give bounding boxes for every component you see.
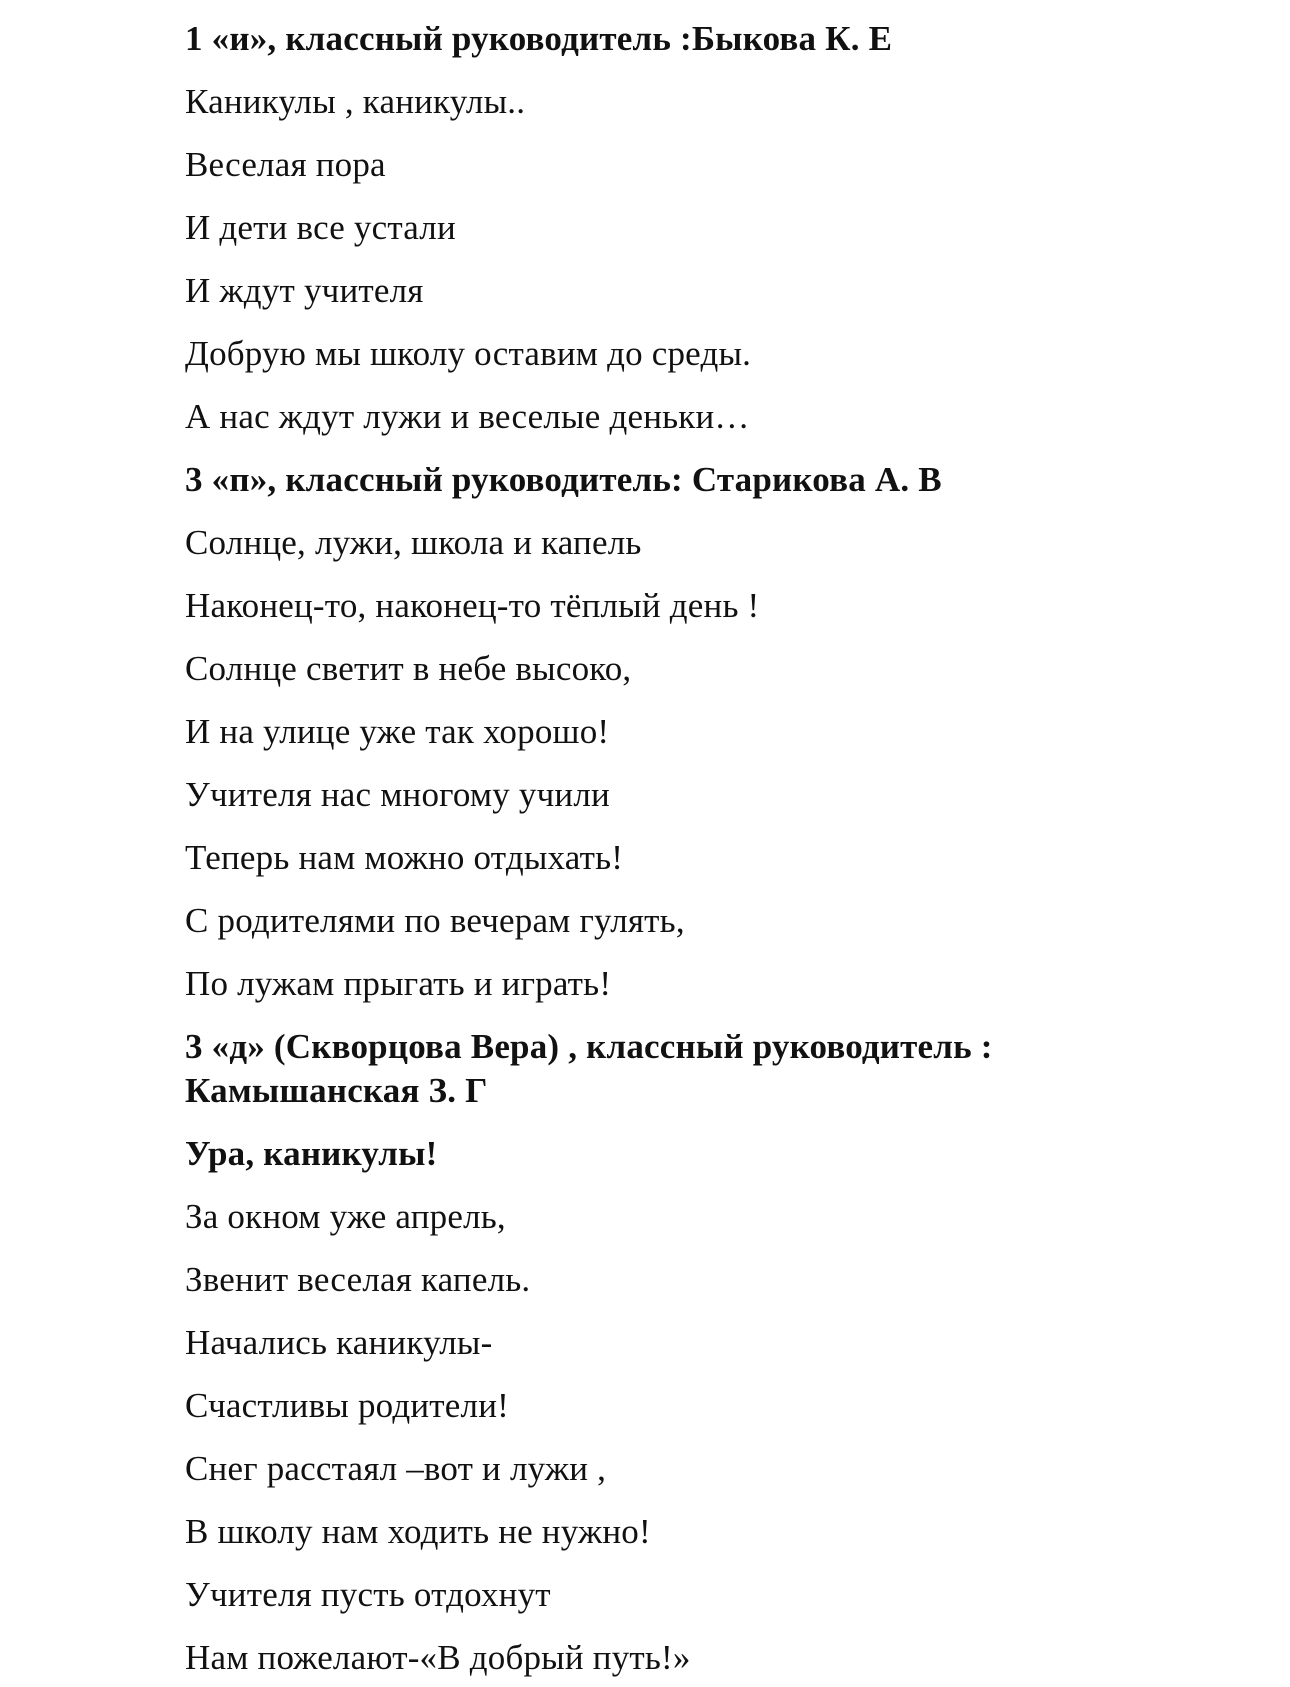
poem-line: Наконец-то, наконец-то тёплый день !	[185, 586, 760, 625]
poem-line: И на улице уже так хорошо!	[185, 712, 610, 751]
section-2-heading: 3 «п», классный руководитель: Старикова А. В	[185, 460, 942, 499]
poem-line: Учителя нас многому учили	[185, 775, 610, 814]
poem-line: Солнце, лужи, школа и капель	[185, 523, 642, 562]
poem-line: По лужам прыгать и играть!	[185, 964, 612, 1003]
poem-line: И дети все устали	[185, 208, 456, 247]
poem-line: Счастливы родители!	[185, 1386, 509, 1425]
poem-line: За окном уже апрель,	[185, 1197, 506, 1236]
section-3-heading-line-2: Камышанская З. Г	[185, 1071, 488, 1110]
section-3-heading-line-1: 3 «д» (Скворцова Вера) , классный руководитель :	[185, 1027, 993, 1066]
poem-line: А нас ждут лужи и веселые деньки…	[185, 397, 750, 436]
poem-line: Добрую мы школу оставим до среды.	[185, 334, 752, 373]
poem-line: Теперь нам можно отдыхать!	[185, 838, 624, 877]
poem-line: Учителя пусть отдохнут	[185, 1575, 551, 1614]
poem-line: Начались каникулы-	[185, 1323, 493, 1362]
poem-line: Каникулы , каникулы..	[185, 82, 526, 121]
poem-line: С родителями по вечерам гулять,	[185, 901, 685, 940]
poem-line: Нам пожелают-«В добрый путь!»	[185, 1638, 691, 1677]
poem-line: В школу нам ходить не нужно!	[185, 1512, 651, 1551]
poem-line: Веселая пора	[185, 145, 386, 184]
poem-line: Снег расстаял –вот и лужи ,	[185, 1449, 607, 1488]
poem-line: Звенит веселая капель.	[185, 1260, 531, 1299]
poem-title: Ура, каникулы!	[185, 1134, 438, 1173]
poem-line: Солнце светит в небе высоко,	[185, 649, 632, 688]
poem-line: И ждут учителя	[185, 271, 424, 310]
section-1-heading: 1 «и», классный руководитель :Быкова К. Е	[185, 19, 893, 58]
